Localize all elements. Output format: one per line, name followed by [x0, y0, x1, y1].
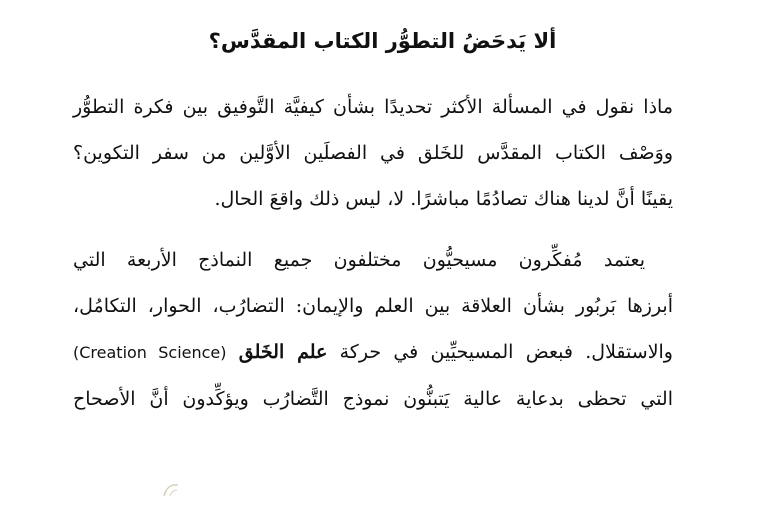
- paragraph-1-line-1: ماذا نقول في المسألة الأكثر تحديدًا بشأن كيفيَّة التَّوفيق بين فكرة التطوُّر: [73, 96, 673, 118]
- creation-science-term: علم الخَلق: [238, 341, 328, 363]
- paragraph-2-line-3-text: والاستقلال. فبعض المسيحيِّين في حركة: [339, 341, 673, 363]
- paragraph-2-line-4: التي تحظى بدعاية عالية يَتبنُّون نموذج التَّضارُب ويؤكِّدون أنَّ الأصحاح: [73, 388, 673, 410]
- paragraph-1-line-2: ووَصْف الكتاب المقدَّس للخَلق في الفصلَين الأوَّلين من سفر التكوين؟: [73, 142, 673, 164]
- scan-mark: [162, 482, 180, 498]
- paragraph-2: [73, 237, 673, 422]
- section-heading: ألا يَدحَضُ التطوُّر الكتاب المقدَّس؟: [208, 29, 557, 53]
- paragraph-2-line-1: يعتمد مُفكِّرون مسيحيُّون مختلفون جميع النماذج الأربعة التي: [73, 249, 645, 271]
- paragraph-1-line-3: يقينًا أنَّ لدينا هناك تصادُمًا مباشرًا. لا، ليس ذلك واقعَ الحال.: [214, 188, 673, 210]
- paragraph-2-line-3: [73, 329, 673, 376]
- creation-science-latin: (Creation Science): [73, 343, 227, 362]
- paragraph-1: [73, 84, 673, 222]
- paragraph-2-line-2: أبرزها بَربُور بشأن العلاقة بين العلم والإيمان: التضارُب، الحوار، التكامُل،: [73, 295, 673, 317]
